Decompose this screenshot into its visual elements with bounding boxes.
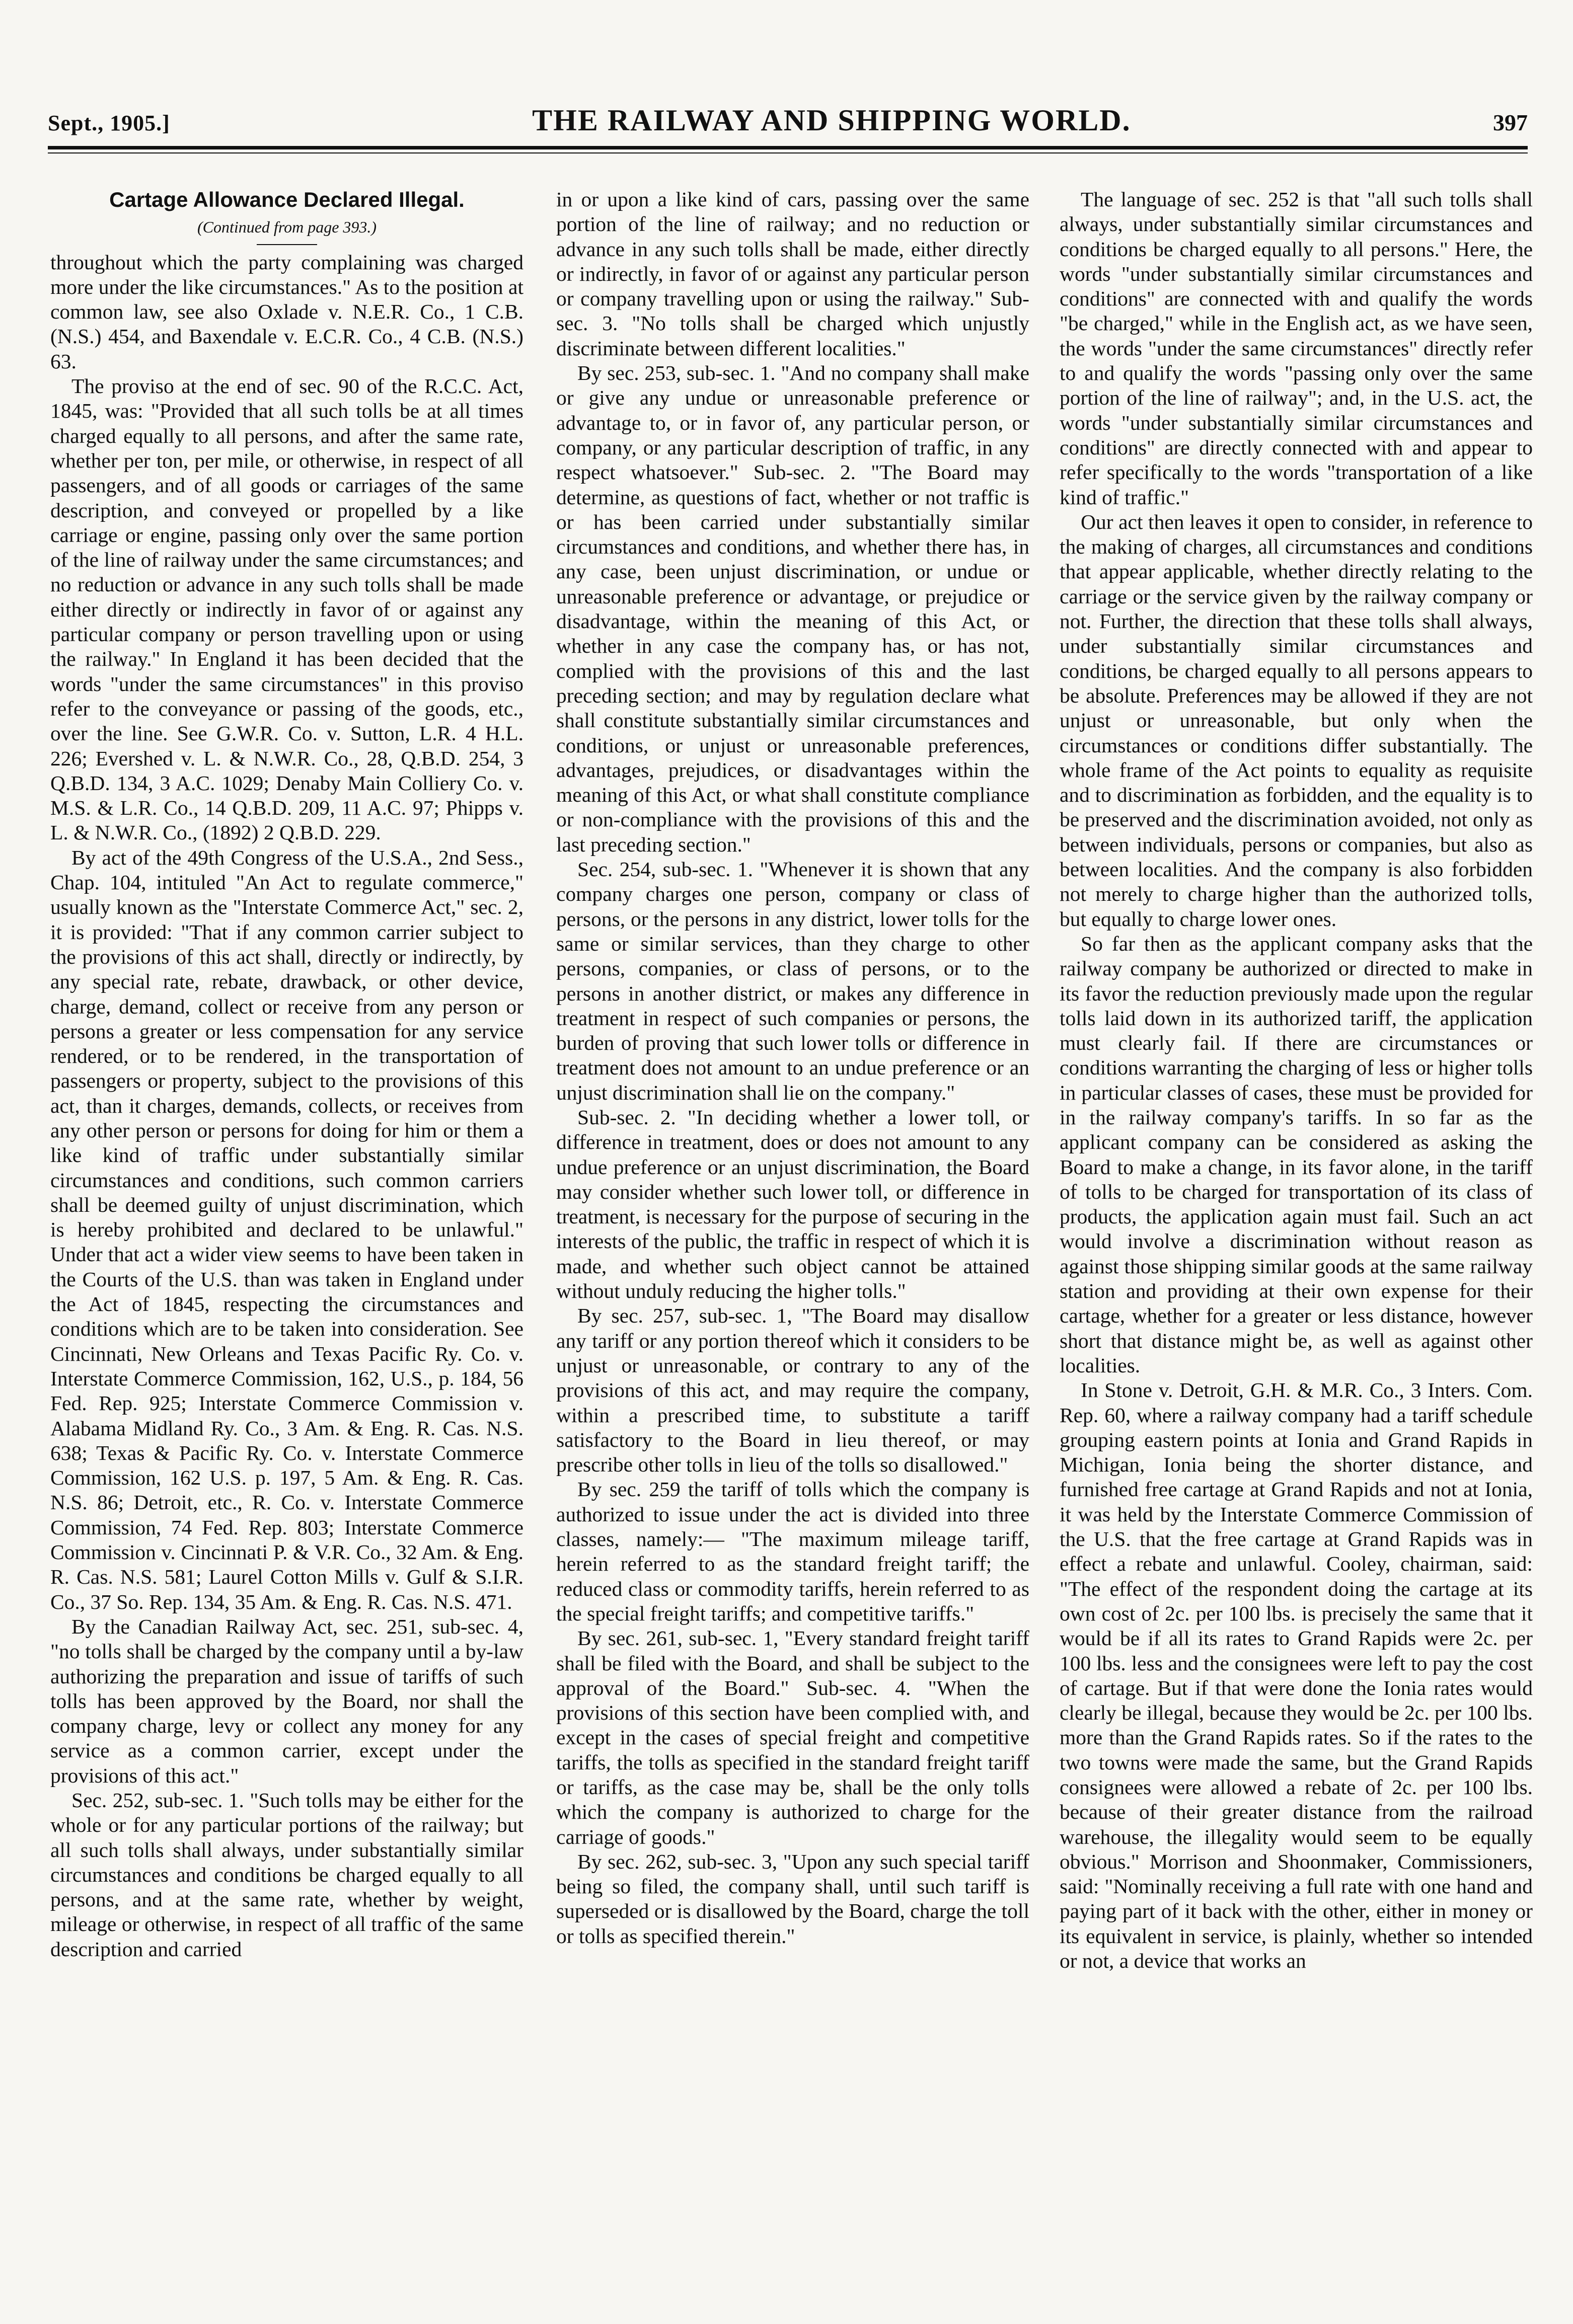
paragraph: in or upon a like kind of cars, passing over the same portion of the line of railway; and no reduction or advance in any such tolls shall be made, either directly or indirectly, in favor of or against any particular person or company travelling upon or using the railway." Sub-sec. 3. "No tolls shall be charged which unjustly discriminate between different localities.": [556, 188, 1029, 360]
paragraph: Sub-sec. 2. "In deciding whether a lower toll, or difference in treatment, does or does not amount to any undue preference or an unjust discrimination, the Board may consider whether such lower toll, or difference in treatment, is necessary for the purpose of securing in the interests of the public, the traffic in respect of which it is made, and whether such object cannot be attained without unduly reducing the higher tolls.": [556, 1105, 1029, 1303]
header-rule-thick: [48, 146, 1528, 149]
paragraph: By the Canadian Railway Act, sec. 251, sub-sec. 4, "no tolls shall be charged by the company until a by-law authorizing the preparation and issue of tariffs of such tolls has been approved by the Board, nor shall the company charge, levy or collect any money for any service as a common carrier, except under the provisions of this act.": [50, 1614, 523, 1787]
paragraph: The language of sec. 252 is that "all such tolls shall always, under substantially similar circumstances and conditions be charged equally to all persons." Here, the words "under substantially similar circumstances and conditions" are connected with and qualify the words "be charged," while in the English act, as we have seen, the words "under the same circumstances" directly refer to and qualify the words "passing only over the same portion of the line of railway"; and, in the U.S. act, the words "under substantially similar circumstances and conditions" are directly connected with and appear to refer specifically to the words "transportation of a like kind of traffic.": [1060, 188, 1533, 509]
paragraph: By sec. 253, sub-sec. 1. "And no company shall make or give any undue or unreasonable preference or advantage to, or in favor of, any particular person, or company, or any particular description of traffic, in any respect whatsoever." Sub-sec. 2. "The Board may determine, as questions of fact, whether or not traffic is or has been carried under substantially similar circumstances and conditions, and whether there has, in any case, been unjust discrimination, or undue or unreasonable preference or advantage, or prejudice or disadvantage, within the meaning of this Act, or whether in any case the company has, or has not, complied with the provisions of this and the last preceding section; and may by regulation declare what shall constitute substantially similar circumstances and conditions, or unjust or unreasonable preferences, advantages, prejudices, or disadvantages within the meaning of this Act, or what shall constitute compliance or non-compliance with the provisions of this and the last preceding section.": [556, 361, 1029, 856]
page-number: 397: [1493, 110, 1528, 135]
paragraph: Sec. 252, sub-sec. 1. "Such tolls may be either for the whole or for any particular portions of the railway; but all such tolls shall always, under substantially similar circumstances and conditions be charged equally to all persons, and at the same rate, whether by weight, mileage or otherwise, in respect of all traffic of the same description and carried: [50, 1789, 523, 1961]
paragraph: Our act then leaves it open to consider, in reference to the making of charges, all circumstances and conditions that appear applicable, whether directly relating to the carriage or the service given by the railway company or not. Further, the direction that these tolls shall always, under substantially similar circumstances and conditions, be charged equally to all persons appears to be absolute. Preferences may be allowed if they are not unjust or unreasonable, but only when the circumstances or conditions differ substantially. The whole frame of the Act points to equality as requisite and to discrimination as forbidden, and the equality is to be preserved and the discrimination avoided, not only as between individuals, persons or companies, but also as between localities. And the company is also forbidden not merely to charge higher than the authorized tolls, but equally to charge lower ones.: [1060, 510, 1533, 931]
paragraph: By sec. 257, sub-sec. 1, "The Board may disallow any tariff or any portion thereof which it considers to be unjust or unreasonable, or contrary to any of the provisions of this act, and may require the company, within a prescribed time, to substitute a tariff satisfactory to the Board in lieu thereof, or may prescribe other tolls in lieu of the tolls so disallowed.": [556, 1304, 1029, 1477]
header-date: Sept., 1905.]: [48, 111, 170, 135]
paragraph: The proviso at the end of sec. 90 of the R.C.C. Act, 1845, was: "Provided that all such tolls be at all times charged equally to all persons, and after the same rate, whether per ton, per mile, or otherwise, in respect of all passengers, and of all goods or carriages of the same description, and conveyed or propelled by a like carriage or engine, passing only over the same portion of the line of railway under the same circumstances; and no reduction or advance in any such tolls shall be made either directly or indirectly in favor of or against any particular company or person travelling upon or using the railway." In England it has been decided that the words "under the same circumstances" in this proviso refer to the conveyance or passing of the goods, etc., over the line. See G.W.R. Co. v. Sutton, L.R. 4 H.L. 226; Evershed v. L. & N.W.R. Co., 28, Q.B.D. 254, 3 Q.B.D. 134, 3 A.C. 1029; Denaby Main Colliery Co. v. M.S. & L.R. Co., 14 Q.B.D. 209, 11 A.C. 97; Phipps v. L. & N.W.R. Co., (1892) 2 Q.B.D. 229.: [50, 374, 523, 844]
running-header: [48, 103, 1528, 143]
column-3: [1060, 187, 1533, 2276]
paragraph: By act of the 49th Congress of the U.S.A., 2nd Sess., Chap. 104, intituled "An Act to regulate commerce," usually known as the "Interstate Commerce Act," sec. 2, it is provided: "That if any common carrier subject to the provisions of this act shall, directly or indirectly, by any special rate, rebate, drawback, or other device, charge, demand, collect or receive from any person or persons a greater or less compensation for any service rendered, or to be rendered, in the transportation of passengers or property, subject to the provisions of this act, than it charges, demands, collects, or receives from any other person or persons for doing for him or them a like kind of traffic under substantially similar circumstances and conditions, such common carriers shall be deemed guilty of unjust discrimination, which is hereby prohibited and declared to be unlawful." Under that act a wider view seems to have been taken in the Courts of the U.S. than was taken in England under the Act of 1845, respecting the circumstances and conditions which are to be taken into consideration. See Cincinnati, New Orleans and Texas Pacific Ry. Co. v. Interstate Commerce Commission, 162, U.S., p. 184, 56 Fed. Rep. 925; Interstate Commerce Commission v. Alabama Midland Ry. Co., 3 Am. & Eng. R. Cas. N.S. 638; Texas & Pacific Ry. Co. v. Interstate Commerce Commission, 162 U.S. p. 197, 5 Am. & Eng. R. Cas. N.S. 86; Detroit, etc., R. Co. v. Interstate Commerce Commission, 74 Fed. Rep. 803; Interstate Commerce Commission v. Cincinnati P. & V.R. Co., 32 Am. & Eng. R. Cas. N.S. 581; Laurel Cotton Mills v. Gulf & S.I.R. Co., 37 So. Rep. 134, 35 Am. & Eng. R. Cas. N.S. 471.: [50, 845, 523, 1613]
paragraph: throughout which the party complaining was charged more under the like circumstances." As to the position at common law, see also Oxlade v. N.E.R. Co., 1 C.B. (N.S.) 454, and Baxendale v. E.C.R. Co., 4 C.B. (N.S.) 63.: [50, 250, 523, 373]
paragraph: In Stone v. Detroit, G.H. & M.R. Co., 3 Inters. Com. Rep. 60, where a railway company had a tariff schedule grouping eastern points at Ionia and Grand Rapids in Michigan, Ionia being the shorter distance, and furnished free cartage at Grand Rapids and not at Ionia, it was held by the Interstate Commerce Commission of the U.S. that the free cartage at Grand Rapids was in effect a rebate and unlawful. Cooley, chairman, said: "The effect of the respondent doing the cartage at its own cost of 2c. per 100 lbs. is precisely the same that it would be if all its rates to Grand Rapids were 2c. per 100 lbs. less and the consignees were left to pay the cost of cartage. But if that were done the Ionia rates would clearly be illegal, because they would be 2c. per 100 lbs. more than the Grand Rapids rates. So if the rates to the two towns were made the same, but the Grand Rapids consignees were allowed a rebate of 2c. per 100 lbs. because of their greater distance from the railroad warehouse, the illegality would seem to be equally obvious." Morrison and Shoonmaker, Commissioners, said: "Nominally receiving a full rate with one hand and paying part of it back with the other, either in money or its equivalent in service, is plainly, whether so intended or not, a device that works an: [1060, 1378, 1533, 1973]
paragraph: So far then as the applicant company asks that the railway company be authorized or directed to make in its favor the reduction previously made upon the regular tolls laid down in its authorized tariff, the application must clearly fail. If there are circumstances or conditions warranting the charging of less or higher tolls in particular classes of cases, these must be provided for in the railway company's tariffs. In so far as the applicant company can be considered as asking the Board to make a change, in its favor alone, in the tariff of tolls to be charged for transportation of its class of products, the application again must fail. Such an act would involve a discrimination without reason as against those shipping similar goods at the same railway station and providing at their own expense for their cartage, whether for a greater or less distance, however short that distance might be, as well as against other localities.: [1060, 932, 1533, 1377]
title-divider: [257, 244, 317, 245]
continued-note: (Continued from page 393.): [197, 218, 377, 237]
header-rule-thin: [48, 152, 1528, 153]
paragraph: By sec. 262, sub-sec. 3, "Upon any such special tariff being so filed, the company shall, until such tariff is superseded or is disallowed by the Board, charge the toll or tolls as specified therein.": [556, 1849, 1029, 1948]
paragraph: By sec. 259 the tariff of tolls which the company is authorized to issue under the act is divided into three classes, namely:— "The maximum mileage tariff, herein referred to as the standard freight tariff; the reduced class or commodity tariffs, herein referred to as the special freight tariffs; and competitive tariffs.": [556, 1478, 1029, 1625]
column-1: [50, 187, 523, 2276]
paragraph: By sec. 261, sub-sec. 1, "Every standard freight tariff shall be filed with the Board, and shall be subject to the approval of the Board." Sub-sec. 4. "When the provisions of this section have been complied with, and except in the cases of special freight and competitive tariffs, the tolls as specified in the standard freight tariff or tariffs, as the case may be, shall be the only tolls which the company is authorized to charge for the carriage of goods.": [556, 1626, 1029, 1848]
article-title: Cartage Allowance Declared Illegal.: [109, 188, 465, 211]
paragraph: Sec. 254, sub-sec. 1. "Whenever it is shown that any company charges one person, company or class of persons, or the persons in any district, lower tolls for the same or similar services, than they charge to other persons, companies, or class of persons, or to the persons in another district, or makes any difference in treatment in respect of such companies or persons, the burden of proving that such lower tolls or difference in treatment does not amount to an undue preference or an unjust discrimination shall lie on the company.": [556, 858, 1029, 1104]
column-2: [556, 187, 1029, 2276]
publication-title: THE RAILWAY AND SHIPPING WORLD.: [532, 104, 1131, 137]
